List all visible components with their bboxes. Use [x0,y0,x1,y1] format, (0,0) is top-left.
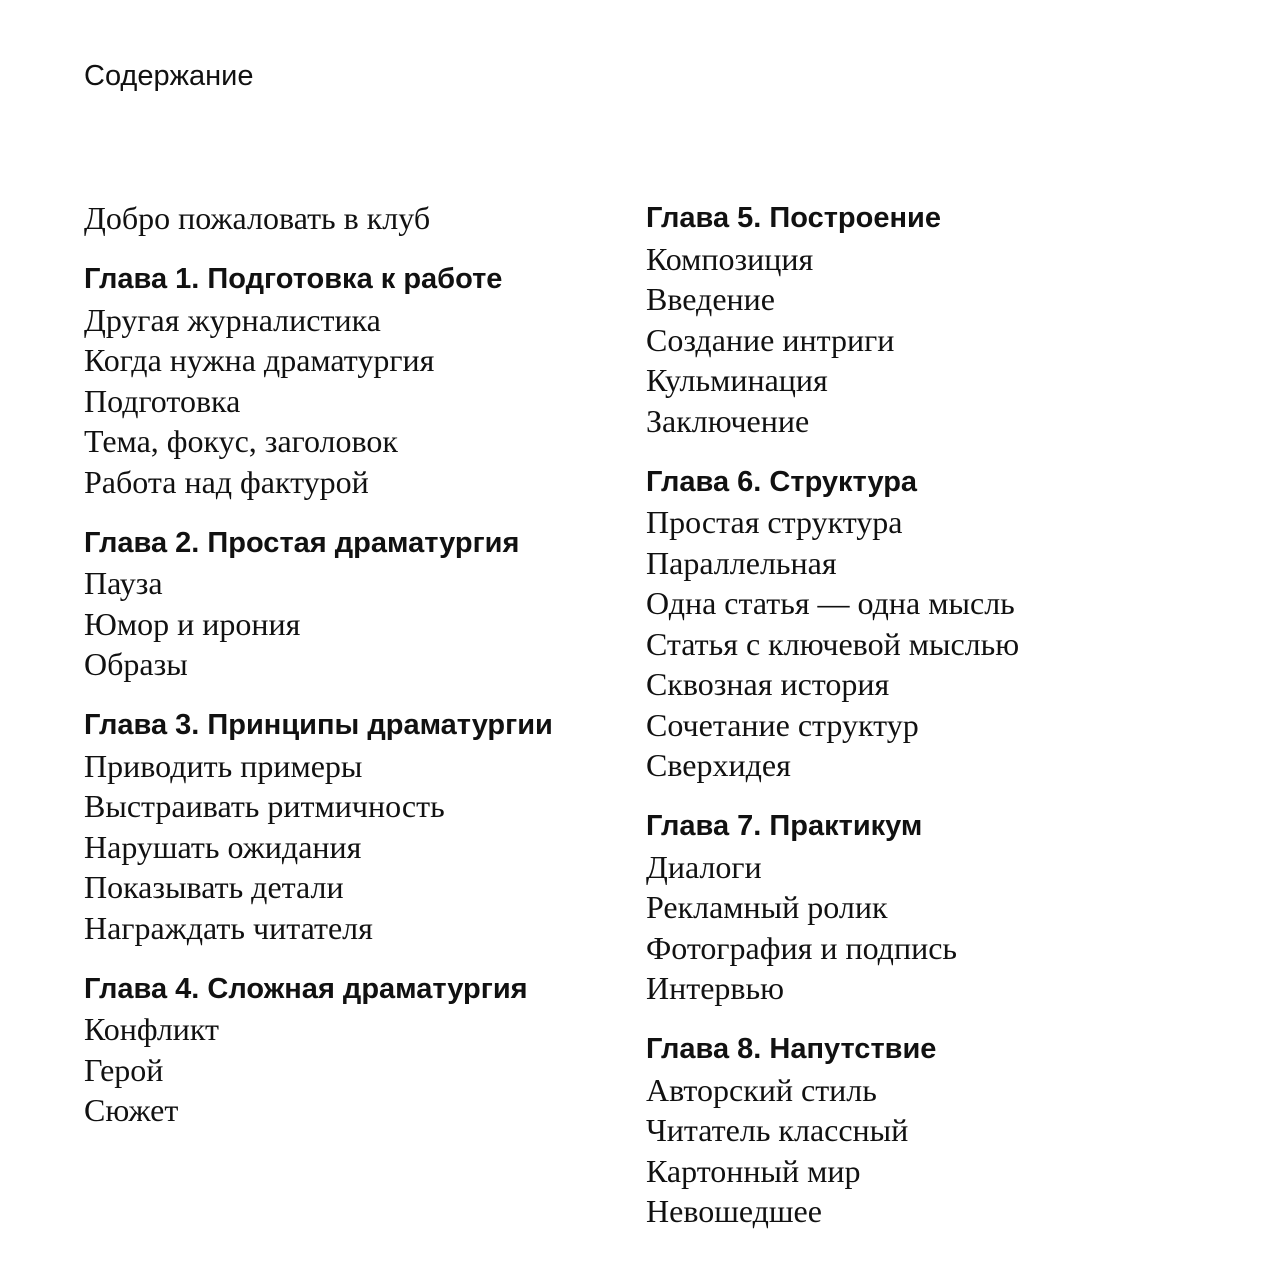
section-entry[interactable]: Авторский стиль [646,1071,877,1108]
chapter-1 [84,259,624,502]
section-entry[interactable]: Сюжет [84,1092,179,1128]
chapter-3 [84,705,624,948]
section-entry[interactable]: Работа над фактурой [84,463,369,500]
section-entry[interactable]: Когда нужна драматургия [84,342,435,378]
chapter-title[interactable]: Глава 5. Построение [646,202,941,234]
section-entry[interactable]: Тема, фокус, заголовок [84,423,398,459]
chapter-4 [84,969,624,1131]
section-entry[interactable]: Пауза [84,565,163,601]
section-entry[interactable]: Сочетание структур [646,706,919,743]
chapter-7 [646,806,1246,1009]
section-entry[interactable]: Создание интриги [646,321,895,358]
chapter-title[interactable]: Глава 6. Структура [646,465,918,498]
section-entry[interactable]: Показывать детали [84,869,344,905]
chapter-5 [646,198,1246,441]
chapter-title[interactable]: Глава 7. Практикум [646,810,923,842]
section-entry[interactable]: Юмор и ирония [84,605,301,642]
section-entry[interactable]: Другая журналистика [84,301,381,338]
section-entry[interactable]: Интервью [646,970,785,1006]
chapter-title[interactable]: Глава 4. Сложная драматургия [84,972,528,1005]
section-entry[interactable]: Нарушать ожидания [84,828,362,865]
section-entry[interactable]: Рекламный ролик [646,889,888,925]
section-entry[interactable]: Простая структура [646,504,903,540]
page-title: Содержание [84,60,254,92]
section-entry[interactable]: Награждать читателя [84,909,373,946]
section-entry[interactable]: Кульминация [646,362,828,398]
section-entry[interactable]: Композиция [646,240,814,277]
section-entry[interactable]: Диалоги [646,848,762,885]
section-entry[interactable]: Параллельная [646,544,837,581]
section-entry[interactable]: Одна статья — одна мысль [646,585,1015,621]
chapter-8 [646,1029,1246,1232]
section-entry[interactable]: Герой [84,1051,164,1088]
section-entry[interactable]: Конфликт [84,1011,220,1047]
section-entry[interactable]: Фотография и подпись [646,929,957,966]
chapter-title[interactable]: Глава 1. Подготовка к работе [84,263,503,295]
chapter-2 [84,523,624,685]
toc-column-right [646,198,1246,1252]
section-entry[interactable]: Приводить примеры [84,747,363,784]
section-entry[interactable]: Читатель классный [646,1112,909,1148]
section-entry[interactable]: Сверхидея [646,747,791,783]
chapter-6 [646,462,1246,786]
section-entry[interactable]: Введение [646,281,775,317]
section-entry[interactable]: Подготовка [84,382,241,419]
section-entry[interactable]: Невошедшее [646,1193,822,1229]
section-entry[interactable]: Сквозная история [646,666,890,702]
toc-intro-entry[interactable]: Добро пожаловать в клуб [84,200,431,236]
section-entry[interactable]: Статья с ключевой мыслью [646,625,1020,662]
chapter-title[interactable]: Глава 2. Простая драматургия [84,526,520,559]
chapter-title[interactable]: Глава 8. Напутствие [646,1033,937,1065]
section-entry[interactable]: Выстраивать ритмичность [84,788,445,824]
chapter-title[interactable]: Глава 3. Принципы драматургии [84,709,553,741]
section-entry[interactable]: Картонный мир [646,1152,861,1189]
section-entry[interactable]: Заключение [646,402,810,439]
toc-column-left [84,198,624,1151]
section-entry[interactable]: Образы [84,646,188,682]
